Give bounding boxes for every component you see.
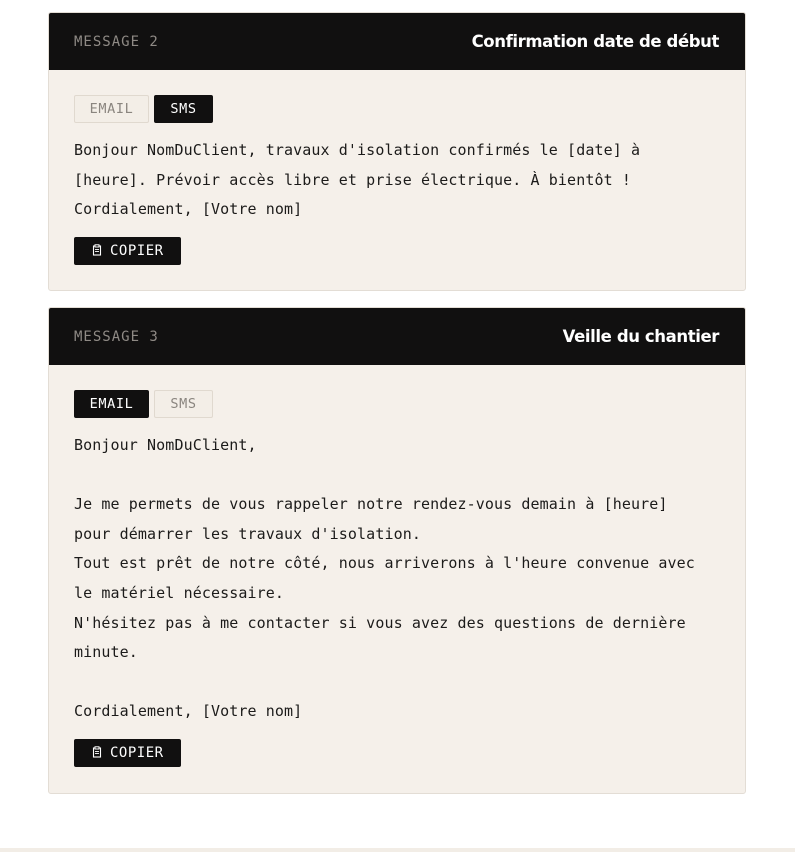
message-card-body — [49, 70, 745, 265]
tab-sms[interactable]: SMS — [154, 390, 213, 418]
message-title: Veille du chantier — [562, 327, 719, 346]
clipboard-icon — [92, 244, 102, 258]
tab-email[interactable]: EMAIL — [74, 95, 149, 123]
message-card-header — [49, 13, 745, 70]
message-text: Bonjour NomDuClient, travaux d'isolation confirmés le [date] à [heure]. Prévoir accès libre et prise électrique. À bientôt ! Cordialement, [Votre nom] — [74, 141, 641, 219]
page-divider — [0, 848, 795, 852]
message-title: Confirmation date de début — [471, 32, 719, 51]
message-card-3 — [48, 307, 746, 794]
copy-button-label: COPIER — [110, 744, 164, 761]
tab-email[interactable]: EMAIL — [74, 390, 149, 418]
message-card-2 — [48, 12, 746, 291]
message-text: Bonjour NomDuClient, Je me permets de vous rappeler notre rendez-vous demain à [heure] pour démarrer les travaux d'isolation. Tout est prêt de notre côté, nous arriverons à l'heure convenue avec le matériel nécessaire. N'hésitez pas à me contacter si vous avez des questions de dernière minute. Cordialement, [Votre nom] — [74, 436, 695, 721]
message-card-body — [49, 365, 745, 767]
copy-button-label: COPIER — [110, 242, 164, 259]
copy-button[interactable] — [74, 739, 181, 767]
message-number-label: MESSAGE 3 — [74, 328, 159, 345]
tab-sms[interactable]: SMS — [154, 95, 213, 123]
copy-button[interactable] — [74, 237, 181, 265]
channel-tabs — [74, 95, 720, 123]
message-number-label: MESSAGE 2 — [74, 33, 159, 50]
clipboard-icon — [92, 746, 102, 760]
channel-tabs — [74, 390, 720, 418]
message-card-header — [49, 308, 745, 365]
